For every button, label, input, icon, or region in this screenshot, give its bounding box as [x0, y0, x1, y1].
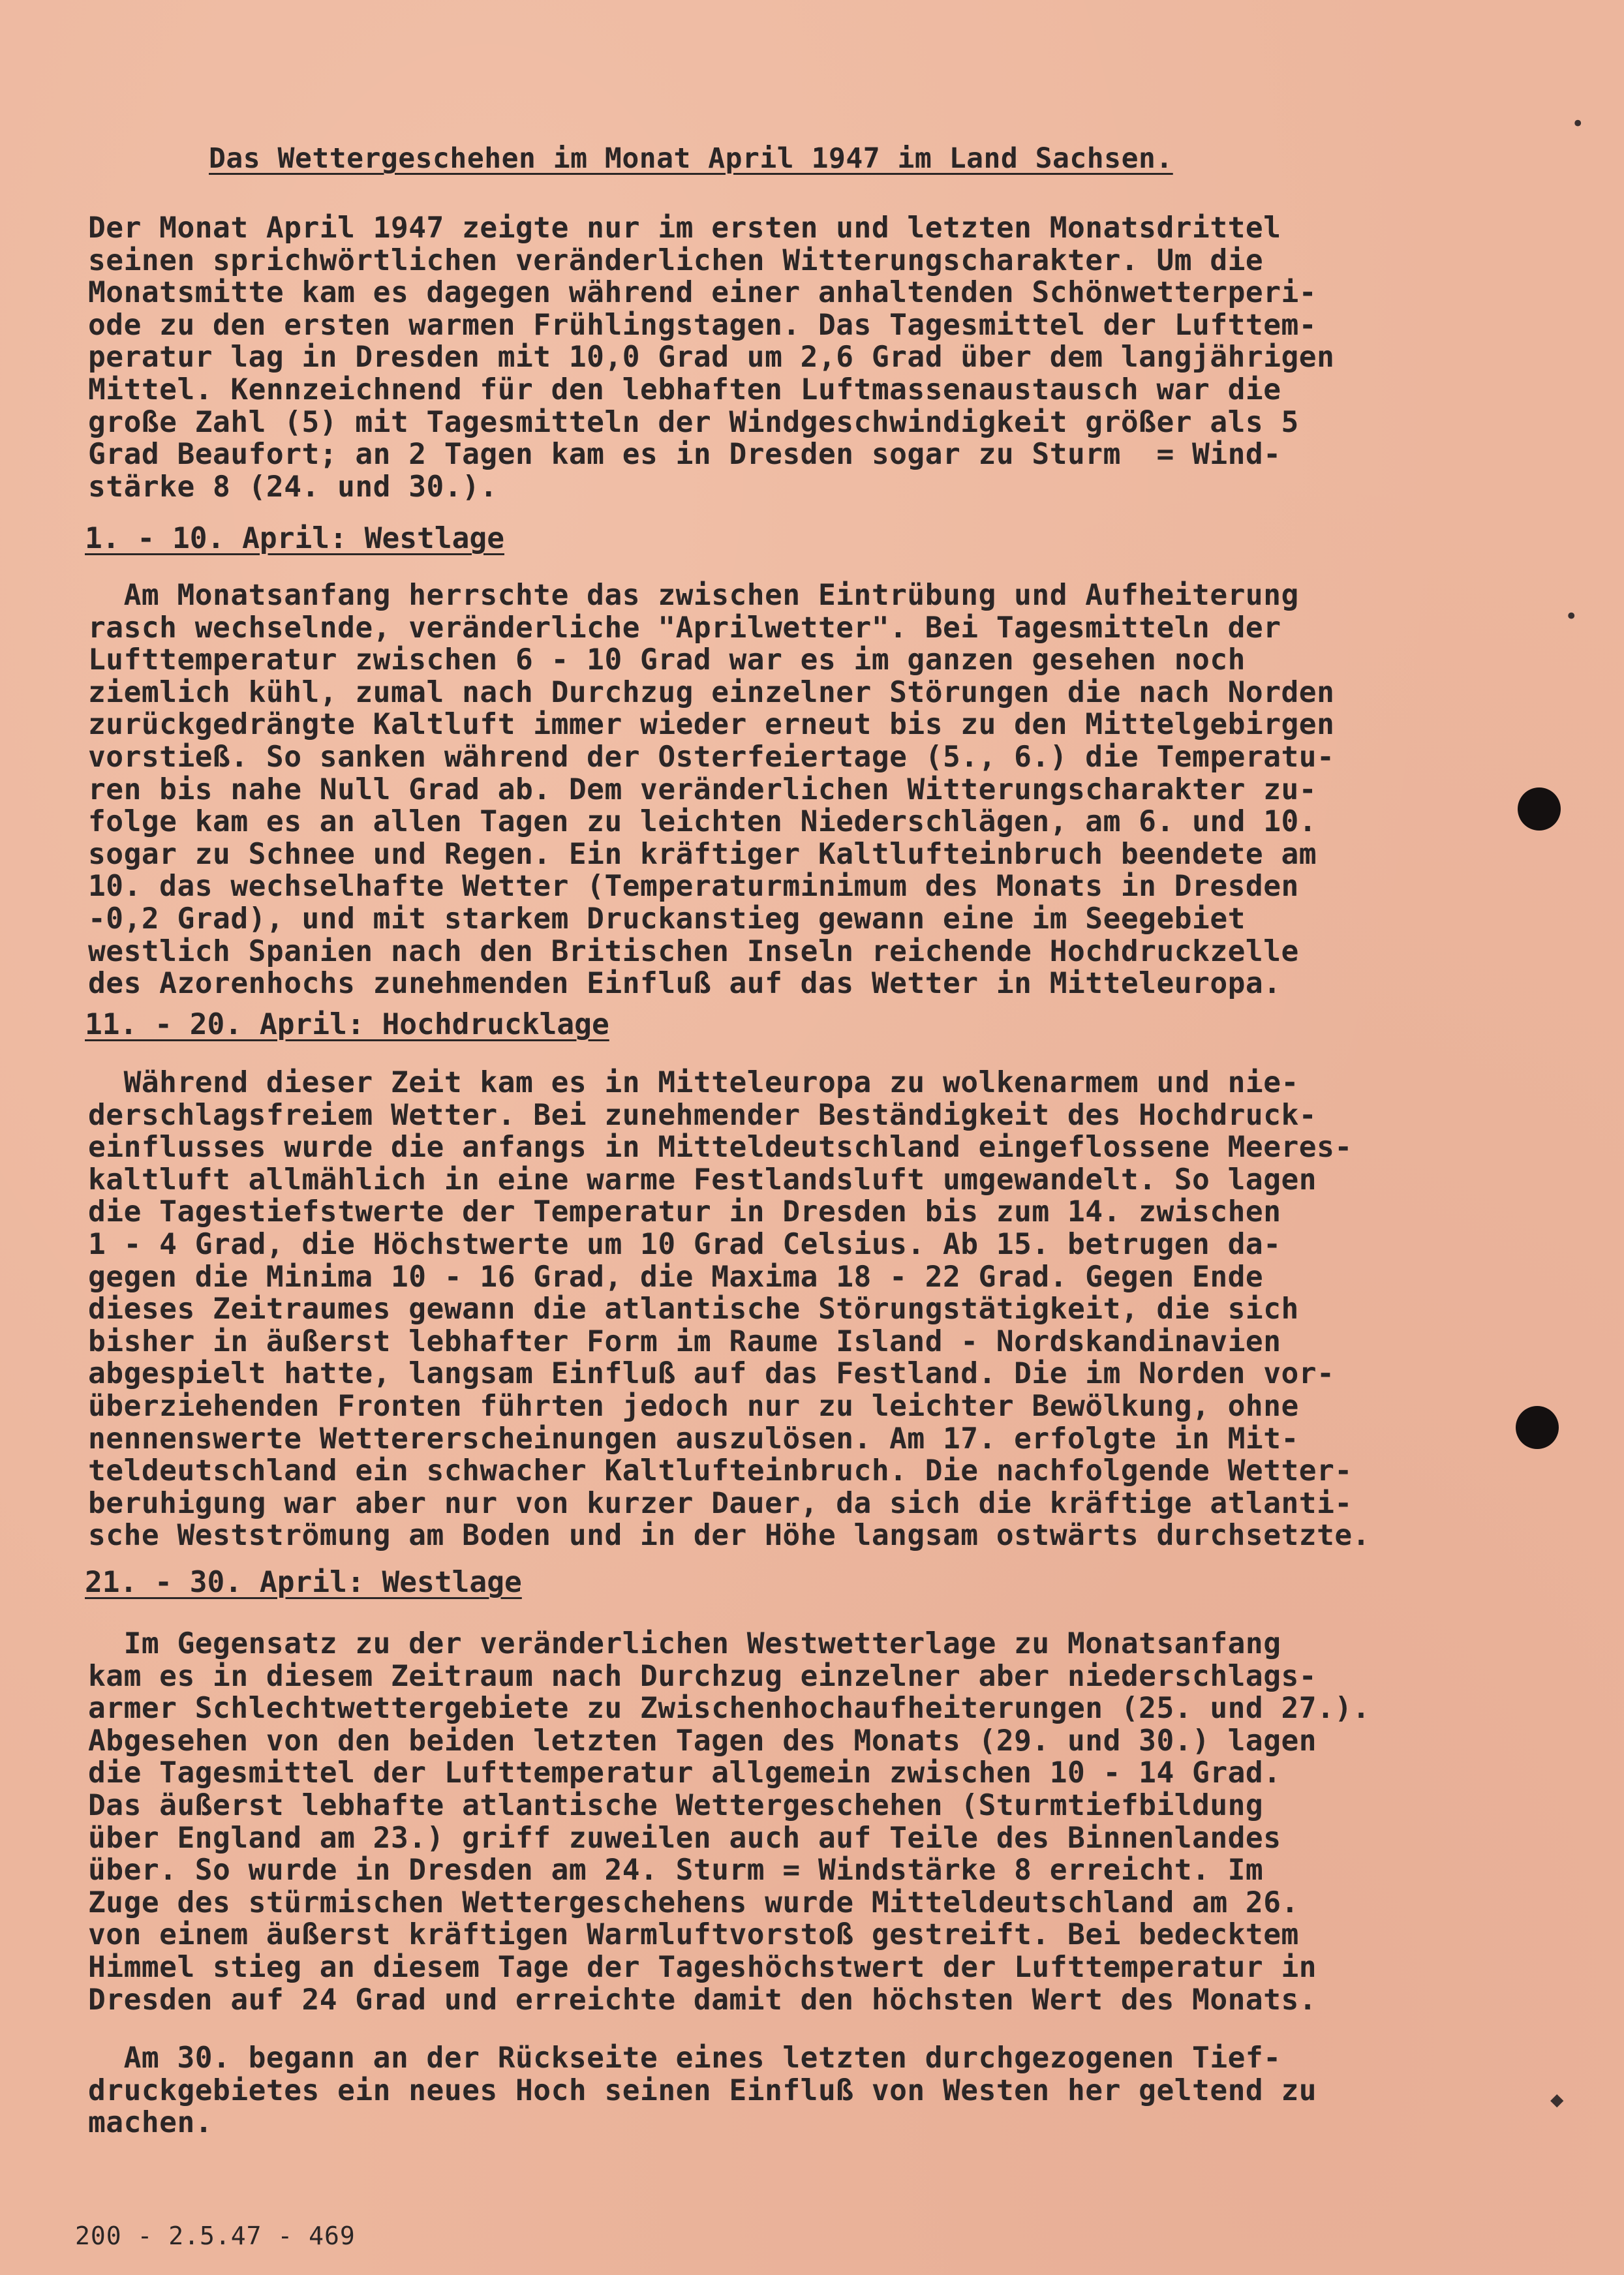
- text-line: Monatsmitte kam es dagegen während einer anhaltenden Schönwetterperi-: [88, 276, 1317, 310]
- text-line: -0,2 Grad), und mit starkem Druckanstieg gewann eine im Seegebiet: [88, 902, 1246, 936]
- text-line: die Tagestiefstwerte der Temperatur in Dresden bis zum 14. zwischen: [88, 1195, 1281, 1229]
- text-line: von einem äußerst kräftigen Warmluftvorstoß gestreift. Bei bedecktem: [88, 1918, 1299, 1952]
- text-line: druckgebietes ein neues Hoch seinen Einfluß von Westen her geltend zu: [88, 2073, 1317, 2107]
- text-line: Mittel. Kennzeichnend für den lebhaften Luftmassenaustausch war die: [88, 373, 1281, 406]
- text-line: abgespielt hatte, langsam Einfluß auf das Festland. Die im Norden vor-: [88, 1357, 1335, 1391]
- section-heading-2: 11. - 20. April: Hochdrucklage: [85, 1008, 609, 1041]
- text-line: zurückgedrängte Kaltluft immer wieder erneut bis zu den Mittelgebirgen: [88, 708, 1335, 742]
- text-line: dieses Zeitraumes gewann die atlantische Störungstätigkeit, die sich: [88, 1292, 1299, 1326]
- text-line: folge kam es an allen Tagen zu leichten Niederschlägen, am 6. und 10.: [88, 805, 1317, 839]
- section-2-paragraph: [88, 1067, 1491, 1552]
- text-line: nennenswerte Wettererscheinungen auszulösen. Am 17. erfolgte in Mit-: [88, 1422, 1299, 1456]
- page-title: Das Wettergeschehen im Monat April 1947 im Land Sachsen.: [209, 142, 1173, 175]
- footer-reference: 200 - 2.5.47 - 469: [75, 2222, 356, 2250]
- section-heading-1: 1. - 10. April: Westlage: [85, 522, 504, 555]
- text-line: Der Monat April 1947 zeigte nur im ersten und letzten Monatsdrittel: [88, 211, 1281, 245]
- text-line: rasch wechselnde, veränderliche "Aprilwetter". Bei Tagesmitteln der: [88, 611, 1281, 645]
- text-line: ode zu den ersten warmen Frühlingstagen. Das Tagesmittel der Lufttem-: [88, 308, 1317, 342]
- text-line: ren bis nahe Null Grad ab. Dem veränderlichen Witterungscharakter zu-: [88, 772, 1317, 806]
- text-line: derschlagsfreiem Wetter. Bei zunehmender Beständigkeit des Hochdruck-: [88, 1098, 1317, 1132]
- text-line: bisher in äußerst lebhafter Form im Raume Island - Nordskandinavien: [88, 1324, 1281, 1358]
- intro-paragraph: [88, 212, 1491, 503]
- text-line: Im Gegensatz zu der veränderlichen Westwetterlage zu Monatsanfang: [88, 1627, 1281, 1660]
- stray-mark-icon: •: [1571, 111, 1585, 137]
- closing-paragraph: [88, 2042, 1491, 2139]
- text-line: seinen sprichwörtlichen veränderlichen Witterungscharakter. Um die: [88, 243, 1264, 277]
- section-3-paragraph: [88, 1628, 1491, 2016]
- text-line: machen.: [88, 2106, 213, 2140]
- text-line: kaltluft allmählich in eine warme Festlandsluft umgewandelt. So lagen: [88, 1163, 1317, 1197]
- punch-hole-icon: [1518, 787, 1561, 831]
- text-line: über England am 23.) griff zuweilen auch auf Teile des Binnenlandes: [88, 1821, 1281, 1855]
- text-line: die Tagesmittel der Lufttemperatur allgemein zwischen 10 - 14 Grad.: [88, 1756, 1281, 1790]
- stray-mark-icon: •: [1565, 603, 1578, 630]
- text-line: überziehenden Fronten führten jedoch nur zu leichter Bewölkung, ohne: [88, 1389, 1299, 1423]
- text-line: 10. das wechselhafte Wetter (Temperaturminimum des Monats in Dresden: [88, 870, 1299, 904]
- text-line: über. So wurde in Dresden am 24. Sturm = Windstärke 8 erreicht. Im: [88, 1854, 1264, 1887]
- text-line: Abgesehen von den beiden letzten Tagen des Monats (29. und 30.) lagen: [88, 1724, 1317, 1758]
- text-line: sogar zu Schnee und Regen. Ein kräftiger Kaltlufteinbruch beendete am: [88, 837, 1317, 871]
- text-line: Während dieser Zeit kam es in Mitteleuropa zu wolkenarmem und nie-: [88, 1066, 1299, 1099]
- text-line: kam es in diesem Zeitraum nach Durchzug einzelner aber niederschlags-: [88, 1659, 1317, 1693]
- text-line: Am 30. begann an der Rückseite eines letzten durchgezogenen Tief-: [88, 2041, 1281, 2075]
- section-heading-3: 21. - 30. April: Westlage: [85, 1566, 522, 1599]
- text-line: Grad Beaufort; an 2 Tagen kam es in Dresden sogar zu Sturm = Wind-: [88, 438, 1281, 472]
- text-line: große Zahl (5) mit Tagesmitteln der Windgeschwindigkeit größer als 5: [88, 405, 1299, 439]
- text-line: stärke 8 (24. und 30.).: [88, 470, 498, 504]
- text-line: ziemlich kühl, zumal nach Durchzug einzelner Störungen die nach Norden: [88, 675, 1335, 709]
- stray-mark-icon: ◆: [1550, 2086, 1564, 2113]
- text-line: Dresden auf 24 Grad und erreichte damit den höchsten Wert des Monats.: [88, 1983, 1317, 2017]
- punch-hole-icon: [1516, 1406, 1559, 1449]
- text-line: sche Westströmung am Boden und in der Höhe langsam ostwärts durchsetzte.: [88, 1519, 1370, 1553]
- text-line: gegen die Minima 10 - 16 Grad, die Maxima 18 - 22 Grad. Gegen Ende: [88, 1260, 1264, 1294]
- section-1-paragraph: [88, 579, 1491, 1000]
- text-line: teldeutschland ein schwacher Kaltlufteinbruch. Die nachfolgende Wetter-: [88, 1454, 1353, 1488]
- text-line: westlich Spanien nach den Britischen Inseln reichende Hochdruckzelle: [88, 934, 1299, 968]
- text-line: Zuge des stürmischen Wettergeschehens wurde Mitteldeutschland am 26.: [88, 1886, 1299, 1919]
- text-line: einflusses wurde die anfangs in Mitteldeutschland eingeflossene Meeres-: [88, 1131, 1353, 1165]
- text-line: Das äußerst lebhafte atlantische Wettergeschehen (Sturmtiefbildung: [88, 1788, 1264, 1822]
- text-line: peratur lag in Dresden mit 10,0 Grad um 2,6 Grad über dem langjährigen: [88, 341, 1335, 374]
- text-line: Am Monatsanfang herrschte das zwischen Eintrübung und Aufheiterung: [88, 579, 1299, 612]
- text-line: des Azorenhochs zunehmenden Einfluß auf das Wetter in Mitteleuropa.: [88, 967, 1281, 1001]
- text-line: beruhigung war aber nur von kurzer Dauer, da sich die kräftige atlanti-: [88, 1486, 1353, 1520]
- text-line: 1 - 4 Grad, die Höchstwerte um 10 Grad Celsius. Ab 15. betrugen da-: [88, 1227, 1281, 1261]
- text-line: armer Schlechtwettergebiete zu Zwischenhochaufheiterungen (25. und 27.).: [88, 1692, 1370, 1726]
- text-line: vorstieß. So sanken während der Osterfeiertage (5., 6.) die Temperatu-: [88, 740, 1335, 774]
- text-line: Lufttemperatur zwischen 6 - 10 Grad war es im ganzen gesehen noch: [88, 643, 1246, 677]
- text-line: Himmel stieg an diesem Tage der Tageshöchstwert der Lufttemperatur in: [88, 1950, 1317, 1984]
